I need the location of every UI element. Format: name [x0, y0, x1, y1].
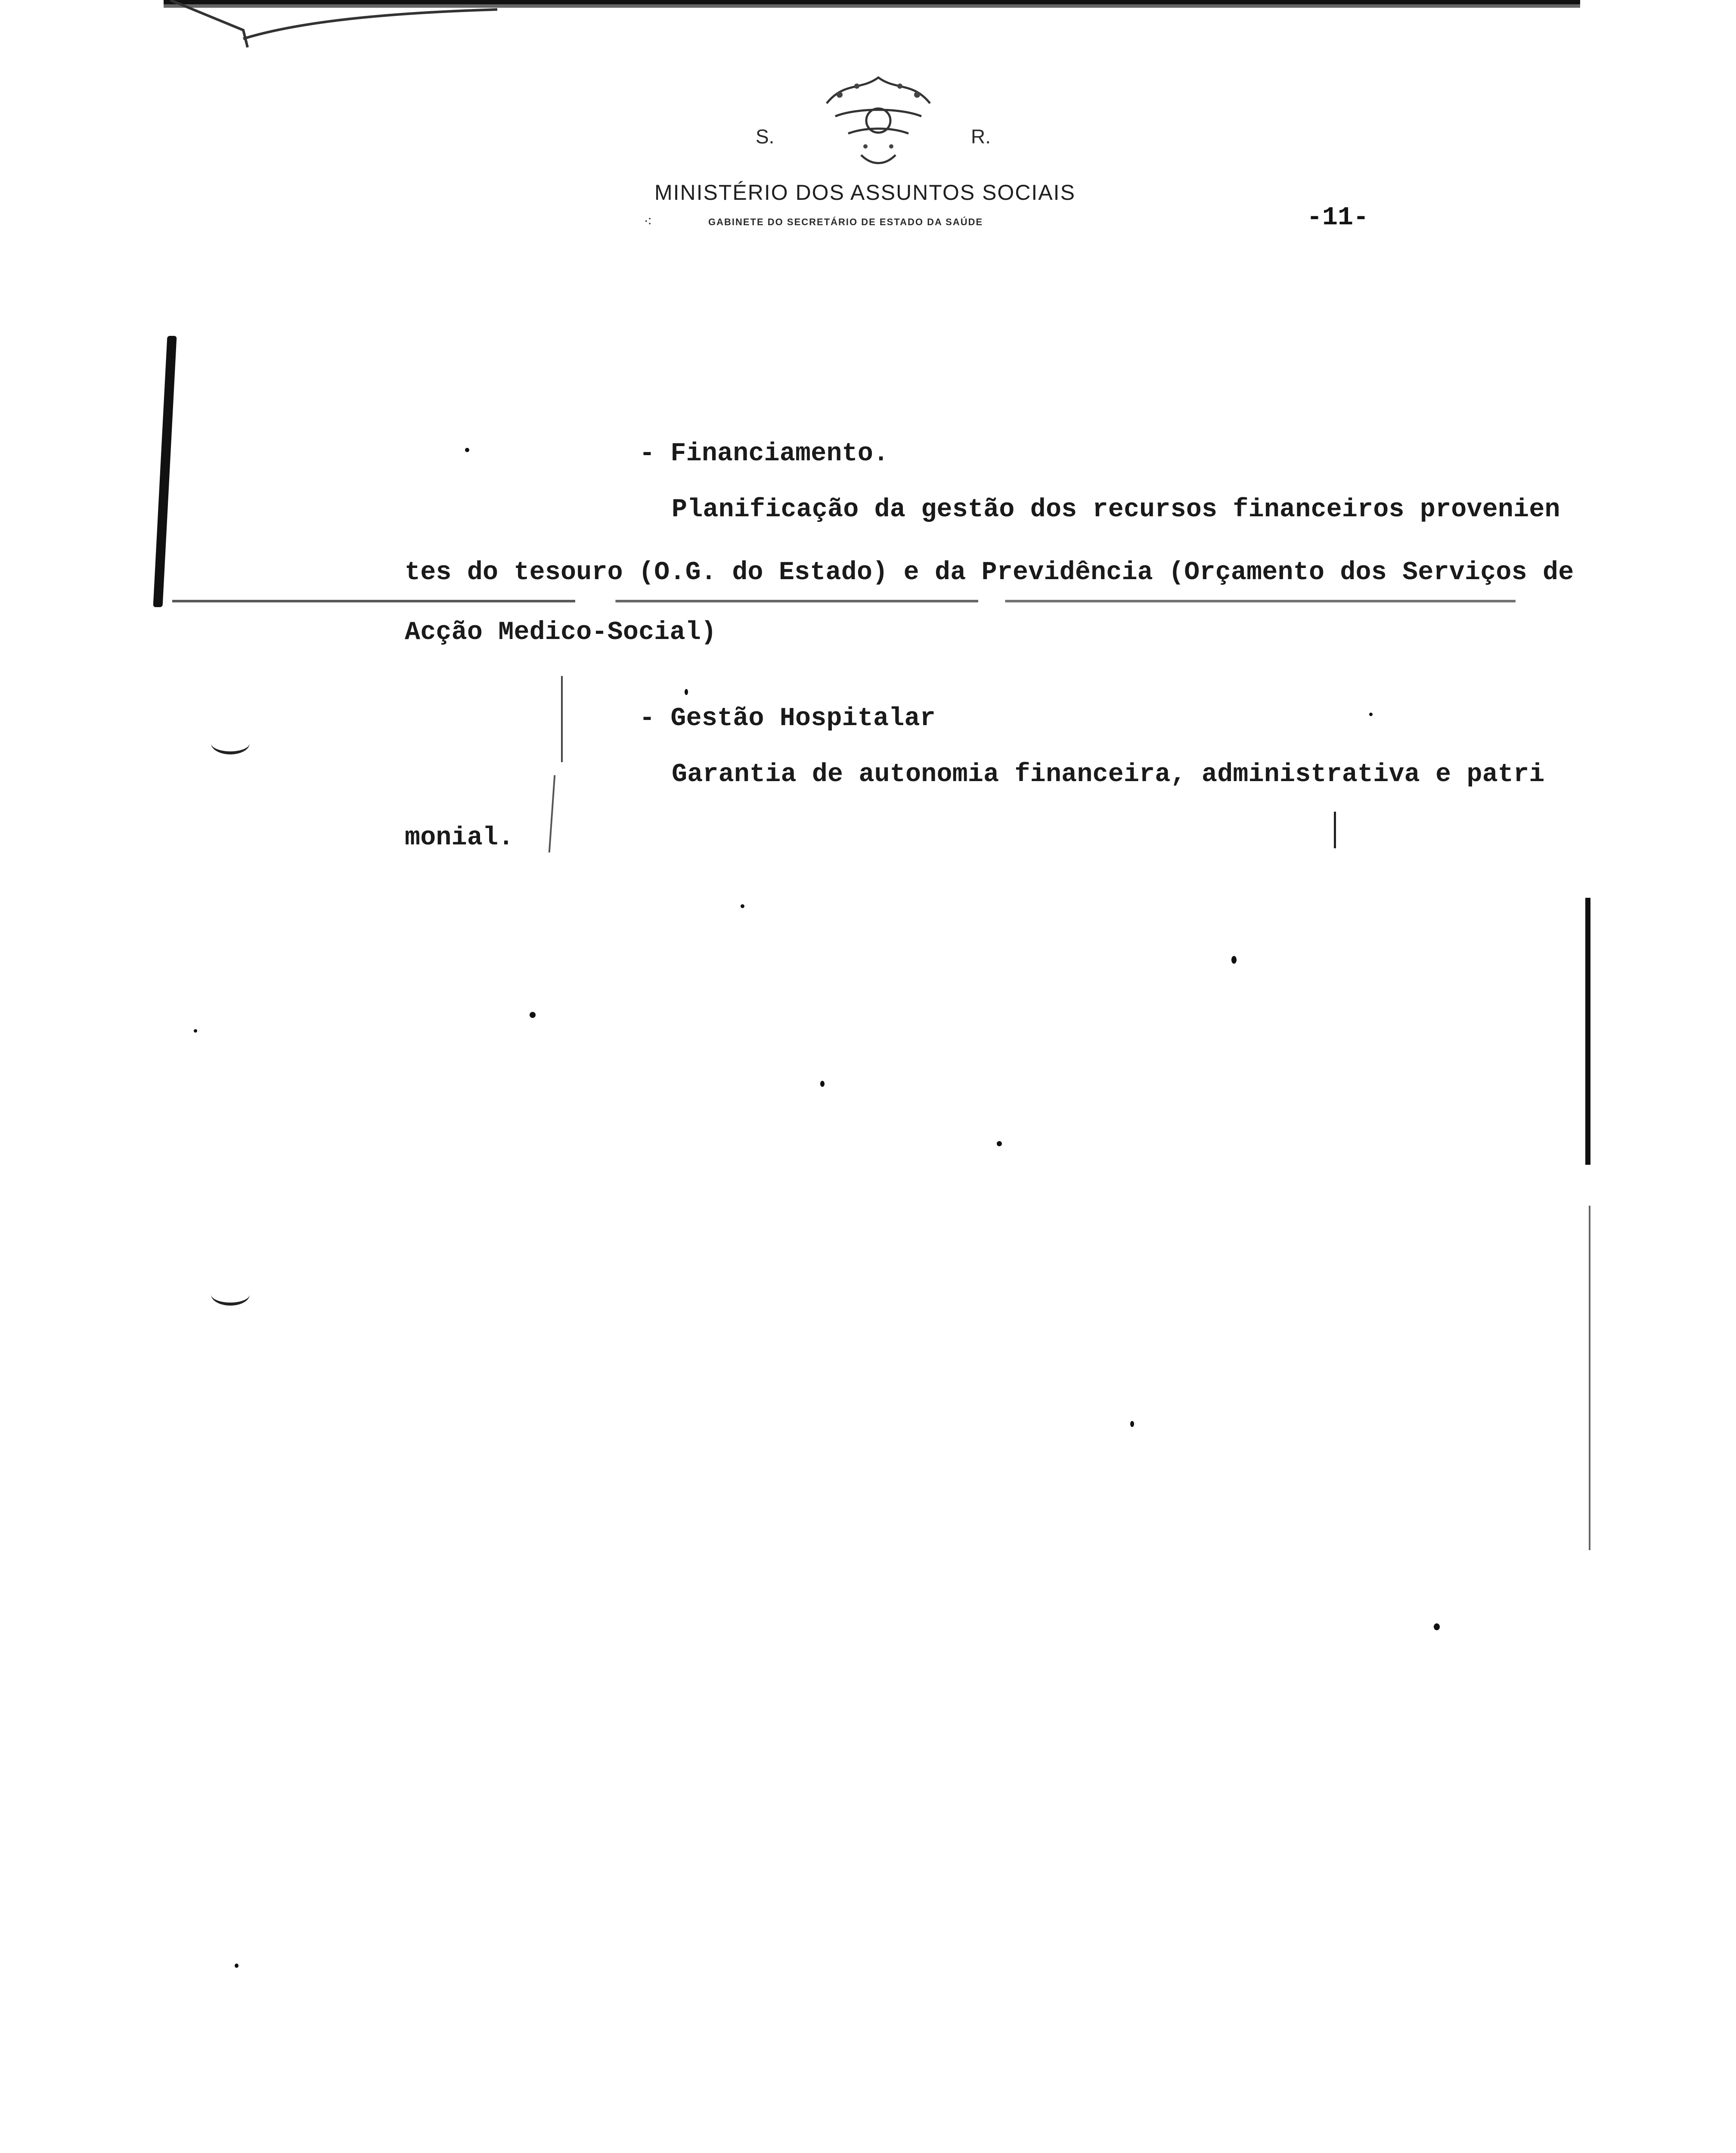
punch-hole-mark: [211, 732, 250, 754]
scan-speck: [465, 448, 469, 452]
scan-speck: [820, 1081, 825, 1087]
scan-speck: [997, 1141, 1002, 1146]
scan-speck: [741, 904, 744, 908]
seal-letter-left: S.: [756, 125, 775, 148]
scan-speck: [194, 1029, 197, 1033]
scan-mark: ⁖: [644, 214, 652, 230]
section-heading-financiamento: - Financiamento.: [639, 439, 889, 468]
scan-vertical-stroke: [549, 775, 556, 853]
scan-speck: [530, 1012, 536, 1018]
scan-horizontal-rule: [172, 600, 1516, 602]
scan-vertical-stroke: [561, 676, 563, 762]
punch-hole-mark: [211, 1283, 250, 1306]
seal-letter-right: R.: [971, 125, 991, 148]
scan-speck: [235, 1964, 239, 1968]
paragraph-line: Acção Medico-Social): [405, 618, 717, 647]
paragraph-line: Planificação da gestão dos recursos financeiros provenien: [672, 495, 1560, 524]
scan-speck: [1369, 713, 1373, 716]
scan-corner-stroke: [170, 0, 497, 52]
coat-of-arms-seal: [797, 65, 960, 177]
scan-right-margin-line: [1589, 1206, 1590, 1550]
page-number: -11-: [1307, 203, 1369, 233]
scan-speck: [1231, 956, 1237, 964]
scan-speck: [1434, 1623, 1440, 1630]
scan-vertical-stroke: [1334, 812, 1336, 848]
section-heading-gestao-hospitalar: - Gestão Hospitalar: [639, 704, 936, 733]
ministry-name: MINISTÉRIO DOS ASSUNTOS SOCIAIS: [654, 180, 1076, 205]
scan-speck: [685, 689, 688, 695]
paragraph-line: Garantia de autonomia financeira, administrativa e patri: [672, 760, 1545, 789]
scan-right-margin-bar: [1585, 898, 1590, 1165]
paragraph-line: tes do tesouro (O.G. do Estado) e da Previdência (Orçamento dos Serviços de: [405, 558, 1574, 587]
cabinet-name: GABINETE DO SECRETÁRIO DE ESTADO DA SAÚDE: [708, 217, 983, 227]
scan-left-margin-bar: [153, 336, 177, 607]
scan-speck: [1130, 1421, 1134, 1427]
paragraph-line: monial.: [405, 823, 514, 853]
